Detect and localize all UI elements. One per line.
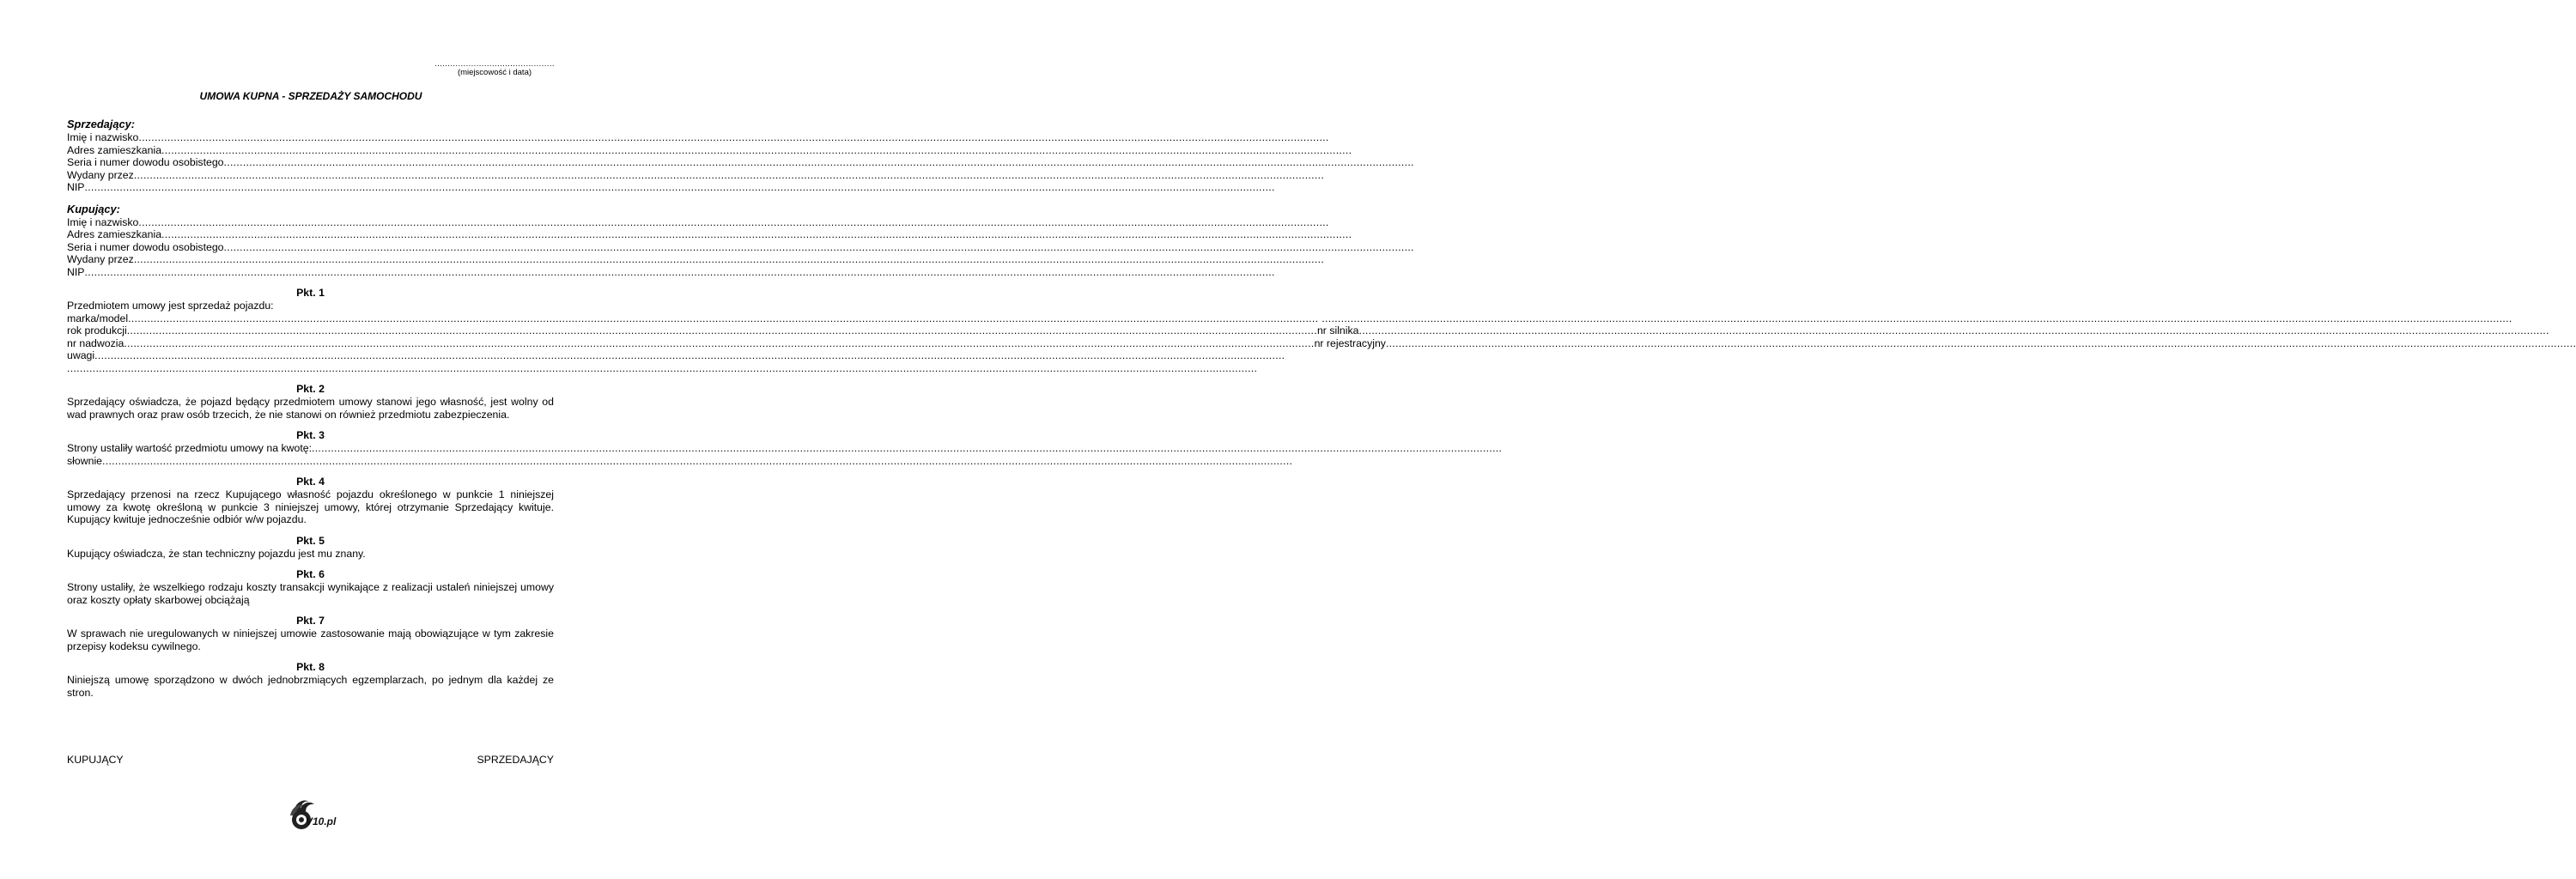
place-date-block xyxy=(434,60,555,77)
pkt2-text: Sprzedający oświadcza, że pojazd będący przedmiotem umowy stanowi jego własność, jest wolny od wad prawnych oraz praw osób trzecich, że nie stanowi on również przedmiotu zabezpieczenia. xyxy=(67,396,554,421)
buyer-issued-by-field: Wydany przez ..... xyxy=(67,253,554,266)
pkt1-heading: Pkt. 1 xyxy=(296,287,325,299)
pkt8-heading: Pkt. 8 xyxy=(296,661,325,673)
pkt8-text: Niniejszą umowę sporządzono w dwóch jednobrzmiących egzemplarzach, po jednym dla każdej ze stron. xyxy=(67,674,554,699)
chassis-number-field: nr nadwozia ..... xyxy=(67,337,1315,350)
pkt6-text: Strony ustaliły, że wszelkiego rodzaju koszty transakcji wynikające z realizacji ustaleń niniejszej umowy oraz koszty opłaty skarbowej obciążają xyxy=(67,581,554,606)
pkt4-text: Sprzedający przenosi na rzecz Kupującego własność pojazdu określonego w punkcie 1 niniejszej umowy za kwotę określoną w punkcie 3 niniejszej umowy, której otrzymanie Sprzedający kwituje. Kupujący kwituje jednocześnie odbiór w/w pojazdu. xyxy=(67,488,554,525)
place-date-dots: .............................................. xyxy=(434,59,555,69)
seller-nip-field: NIP ..... xyxy=(67,181,554,194)
signature-row xyxy=(67,754,554,767)
production-year-field: rok produkcji ..... xyxy=(67,324,1317,337)
pkt7-text: W sprawach nie uregulowanych w niniejszej umowie zastosowanie mają obowiązujące w tym zakresie przepisy kodeksu cywilnego. xyxy=(67,627,554,652)
notes-field-cont xyxy=(67,362,554,375)
place-date-label: (miejscowość i data) xyxy=(457,68,532,77)
pkt1-chassis-row xyxy=(67,336,1386,350)
logo-text: V10.pl xyxy=(306,815,337,827)
pkt5-text: Kupujący oświadcza, że stan techniczny pojazdu jest mu znany. xyxy=(67,547,366,560)
notes-field: uwagi ..... xyxy=(67,349,554,362)
buyer-heading: Kupujący: xyxy=(67,202,120,215)
vehicle-make-field-cont xyxy=(1318,312,2512,325)
document-body xyxy=(67,118,1386,699)
buyer-nip-field: NIP ..... xyxy=(67,266,554,279)
pkt3-heading: Pkt. 3 xyxy=(296,429,325,441)
pkt4-heading: Pkt. 4 xyxy=(296,476,325,488)
document-title: UMOWA KUPNA - SPRZEDAŻY SAMOCHODU xyxy=(199,90,422,102)
buyer-signature-label: KUPUJĄCY xyxy=(67,754,124,766)
vehicle-make-field: marka/model ..... xyxy=(67,312,1318,325)
registration-number-field: nr rejestracyjny ..... xyxy=(1315,337,2576,350)
amount-field: Strony ustaliły wartość przedmiotu umowy na kwotę: ..... xyxy=(67,442,554,455)
buyer-address-field: Adres zamieszkania ..... xyxy=(67,228,554,241)
seller-signature-label: SPRZEDAJĄCY xyxy=(477,754,554,766)
seller-name-field: Imię i nazwisko ..... xyxy=(67,131,554,144)
seller-heading: Sprzedający: xyxy=(67,118,135,130)
buyer-id-field: Seria i numer dowodu osobistego ..... xyxy=(67,241,554,254)
seller-address-field: Adres zamieszkania ..... xyxy=(67,144,554,157)
amount-in-words-field: słownie ..... xyxy=(67,455,554,468)
flaming-wheel-logo-icon xyxy=(289,797,337,831)
pkt1-intro: Przedmiotem umowy jest sprzedaż pojazdu: xyxy=(67,300,274,312)
pkt2-heading: Pkt. 2 xyxy=(296,383,325,395)
seller-issued-by-field: Wydany przez ..... xyxy=(67,169,554,182)
pkt1-year-row xyxy=(67,324,1359,337)
pkt7-heading: Pkt. 7 xyxy=(296,615,325,627)
pkt5-heading: Pkt. 5 xyxy=(296,534,325,547)
pkt6-heading: Pkt. 6 xyxy=(296,568,325,580)
buyer-name-field: Imię i nazwisko ..... xyxy=(67,216,554,229)
pkt1-make-row xyxy=(67,312,554,325)
seller-id-field: Seria i numer dowodu osobistego ..... xyxy=(67,156,554,169)
engine-number-field: nr silnika ..... xyxy=(1317,324,2549,337)
